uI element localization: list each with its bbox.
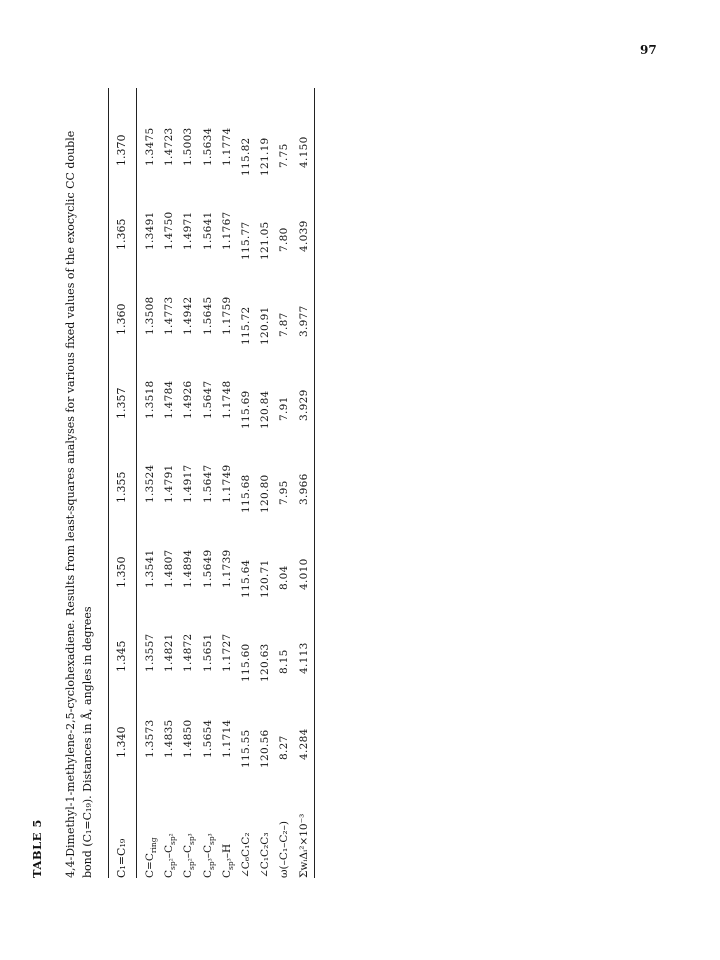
- table-cell: 1.1739: [220, 549, 233, 588]
- row-label: ω(–C₁–C₂–): [278, 821, 291, 878]
- table-cell: 1.4723: [163, 127, 176, 166]
- table-cell: 1.4872: [182, 633, 195, 672]
- row-label: ∠C₁C₂C₃: [259, 832, 272, 878]
- table-cell: 115.82: [240, 137, 252, 176]
- table-cell: 120.63: [259, 643, 272, 682]
- table-cell: 115.69: [240, 390, 252, 429]
- table-cell: 1.3541: [144, 549, 156, 588]
- table-cell: 1.3573: [144, 719, 156, 758]
- table-cell: 120.56: [259, 729, 272, 768]
- table-cell: 1.4971: [182, 211, 195, 250]
- row-label: $C_{sp^3}-C_{sp^3}$: [201, 833, 216, 878]
- table-cell: 3.929: [297, 389, 310, 421]
- table-cell: 1.4894: [182, 549, 195, 588]
- table-cell: 8.15: [278, 649, 291, 674]
- table-cell: 1.5641: [201, 211, 214, 250]
- page-number: 97: [640, 43, 657, 57]
- table-cell: 1.5654: [201, 719, 214, 758]
- table-cell: 8.27: [278, 735, 291, 760]
- table-cell: 1.3524: [144, 464, 156, 503]
- column-header: 1.370: [115, 134, 128, 166]
- table-cell: 1.4835: [163, 719, 176, 758]
- table-cell: 115.77: [240, 221, 252, 260]
- table-title: TABLE 5: [30, 819, 44, 878]
- table-cell: 1.3518: [144, 380, 156, 419]
- table-cell: 1.3508: [144, 296, 156, 335]
- column-header: 1.350: [115, 556, 128, 588]
- table-cell: 1.4807: [163, 549, 176, 588]
- table-header-rule: [136, 88, 137, 878]
- table-cell: 120.80: [259, 474, 272, 513]
- column-header: 1.357: [115, 387, 128, 419]
- table-cell: 1.4750: [163, 211, 176, 250]
- row-label: $C_{sp^2}-C_{sp^3}$: [182, 833, 197, 878]
- table-cell: 120.84: [259, 390, 272, 429]
- table-cell: 1.1749: [220, 464, 233, 503]
- column-header: 1.345: [115, 640, 128, 672]
- table-cell: 115.68: [240, 474, 252, 513]
- column-header: 1.340: [115, 726, 128, 758]
- table-cell: 1.1714: [220, 719, 233, 758]
- caption-line-2: bond (C₁=C₁₉). Distances in Å, angles in degrees: [81, 606, 94, 878]
- table-cell: 1.5003: [182, 127, 195, 166]
- table-cell: 1.4917: [182, 464, 195, 503]
- table-cell: 1.5645: [201, 296, 214, 335]
- table-cell: 1.1774: [220, 127, 233, 166]
- table-top-rule: [108, 88, 109, 878]
- table-cell: 1.1759: [220, 296, 233, 335]
- table-cell: 121.19: [259, 137, 272, 176]
- table-cell: 115.55: [240, 729, 252, 768]
- table-cell: 115.60: [240, 643, 252, 682]
- table-cell: 1.4773: [163, 296, 176, 335]
- table-cell: 115.72: [240, 306, 252, 345]
- table-cell: 7.87: [278, 312, 291, 337]
- table-cell: 8.04: [278, 565, 291, 590]
- table-cell: 7.91: [278, 396, 291, 421]
- column-header: 1.355: [115, 471, 128, 503]
- table-cell: 1.4942: [182, 296, 195, 335]
- table-cell: 1.3491: [144, 211, 156, 250]
- table-cell: 1.5649: [201, 549, 214, 588]
- row-label: $C_{sp^2}-C_{sp^2}$: [163, 833, 178, 878]
- table-cell: 1.1727: [220, 633, 233, 672]
- table-cell: 7.95: [278, 480, 291, 505]
- table-cell: 1.4784: [163, 380, 176, 419]
- table-cell: 1.4926: [182, 380, 195, 419]
- header-label: C₁=C₁₉: [115, 838, 128, 878]
- table-caption: [62, 118, 96, 878]
- column-header: 1.365: [115, 218, 128, 250]
- row-label: $C_{sp^3}-H$: [220, 843, 235, 878]
- table-cell: 1.1767: [220, 211, 233, 250]
- row-label: ∠C₆C₁C₂: [240, 832, 252, 878]
- table-cell: 4.113: [297, 642, 310, 674]
- table-cell: 1.4850: [182, 719, 195, 758]
- table-cell: 1.5634: [201, 127, 214, 166]
- table-cell: 115.64: [240, 559, 252, 598]
- table-cell: 1.5651: [201, 633, 214, 672]
- row-label: $C=C_{ring}$: [144, 837, 159, 878]
- table-cell: 121.05: [259, 221, 272, 260]
- table-bottom-rule: [314, 88, 315, 878]
- table-cell: 1.4821: [163, 633, 176, 672]
- table-cell: 7.80: [278, 227, 291, 252]
- table-cell: 120.91: [259, 306, 272, 345]
- table-cell: 3.966: [297, 473, 310, 505]
- table-cell: 1.3475: [144, 127, 156, 166]
- row-label: ΣwᵢΔᵢ²×10⁻³: [297, 813, 310, 878]
- table-cell: 4.039: [297, 220, 310, 252]
- table-cell: 3.977: [297, 305, 310, 337]
- table-cell: 1.5647: [201, 380, 214, 419]
- table-cell: 1.4791: [163, 464, 176, 503]
- table-cell: 120.71: [259, 559, 272, 598]
- table-cell: 4.150: [297, 136, 310, 168]
- table-cell: 1.5647: [201, 464, 214, 503]
- table-cell: 1.1748: [220, 380, 233, 419]
- column-header: 1.360: [115, 303, 128, 335]
- table-cell: 1.3557: [144, 633, 156, 672]
- table-cell: 4.010: [297, 558, 310, 590]
- rotated-table: [30, 78, 330, 878]
- table-cell: 4.284: [297, 728, 310, 760]
- caption-line-1: 4,4-Dimethyl-1-methylene-2,5-cyclohexadiene. Results from least-squares analyses for various fixed values of the exocyclic CC double: [64, 130, 77, 878]
- table-cell: 7.75: [278, 143, 291, 168]
